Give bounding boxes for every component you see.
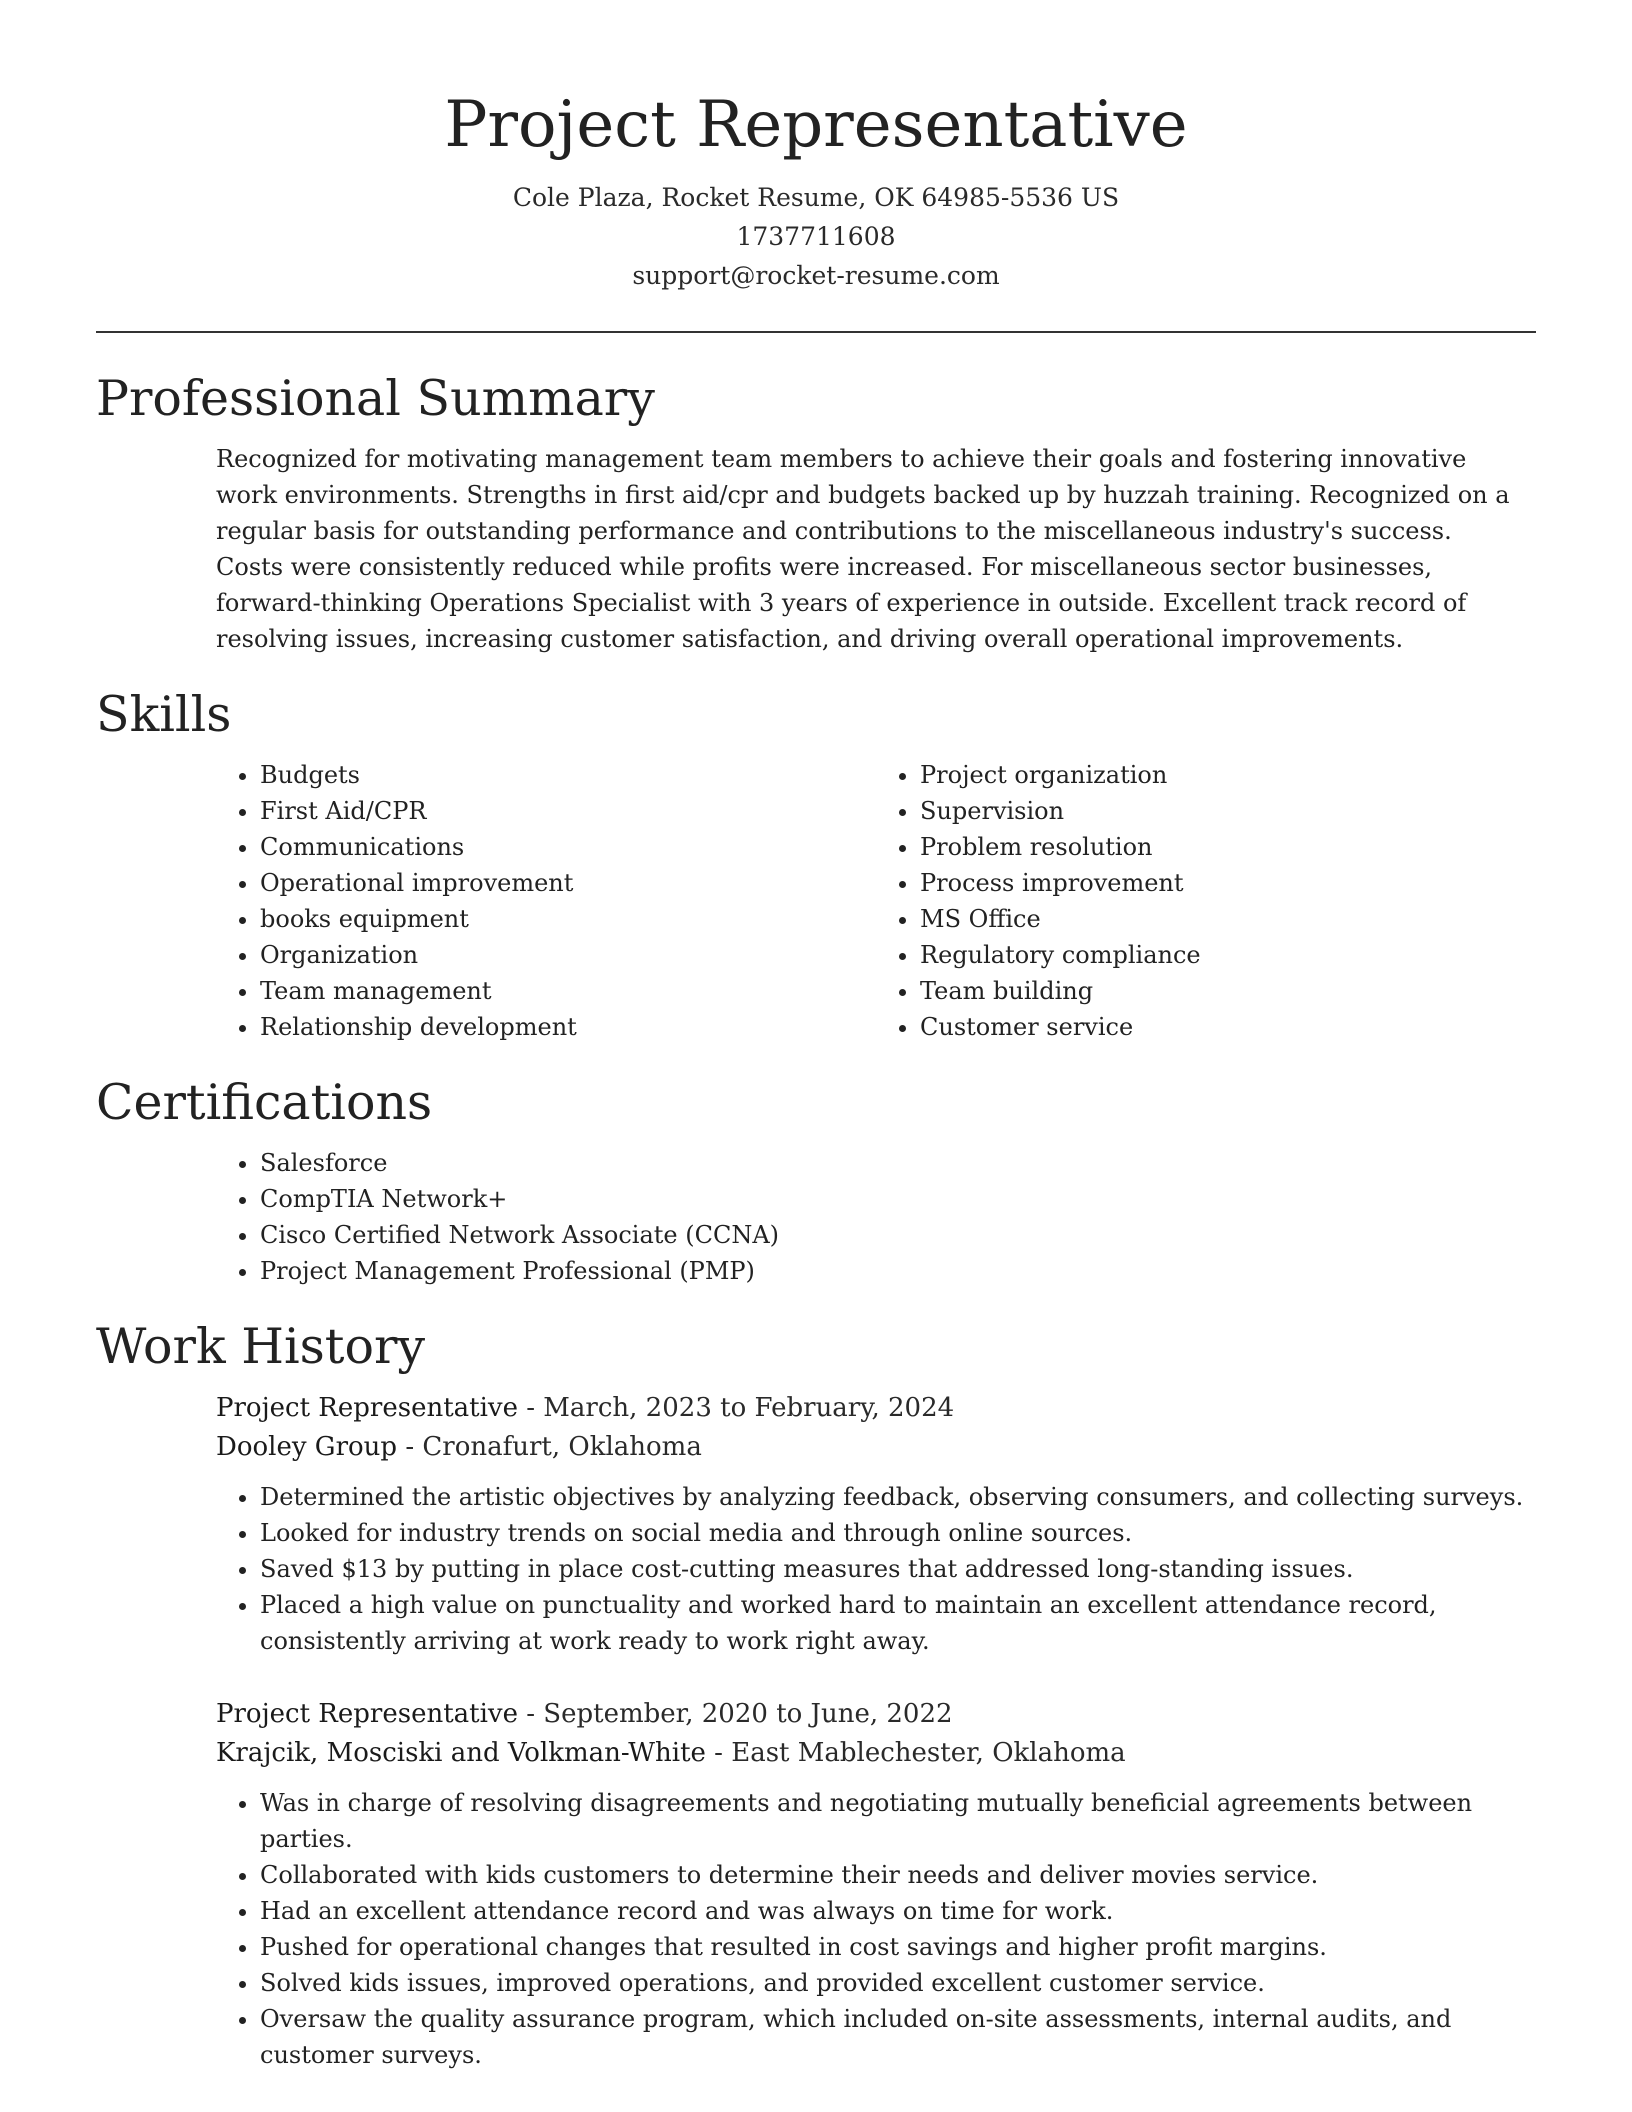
skill-item: • Team management xyxy=(260,973,876,1009)
skill-item: • Regulatory compliance xyxy=(920,937,1536,973)
skills-section xyxy=(96,685,1536,1045)
resume-page xyxy=(96,0,1536,2073)
jobs-container xyxy=(216,1389,1536,2073)
certifications-section xyxy=(96,1073,1536,1289)
skill-item: • Project organization xyxy=(920,757,1536,793)
address-text: Cole Plaza, Rocket Resume, OK 64985-5536 US xyxy=(512,183,1120,212)
job-bullets xyxy=(216,1785,1536,2073)
candidate-name: Project Representative xyxy=(444,88,1188,162)
skill-item: • Relationship development xyxy=(260,1009,876,1045)
certification-item: • Project Management Professional (PMP) xyxy=(260,1253,1536,1289)
skill-item: • First Aid/CPR xyxy=(260,793,876,829)
certifications-heading: Certifications xyxy=(96,1074,433,1131)
job-bullet: • Oversaw the quality assurance program, which included on-site assessments, internal audits, and customer surveys. xyxy=(260,2001,1536,2073)
skill-item: • Customer service xyxy=(920,1009,1536,1045)
job-company: Dooley Group xyxy=(216,1432,398,1462)
job-title-line xyxy=(216,1695,1536,1734)
skills-list-right xyxy=(876,757,1536,1045)
job-bullet: • Solved kids issues, improved operations, and provided excellent customer service. xyxy=(260,1965,1536,2001)
skills-list-left xyxy=(216,757,876,1045)
job-title: Project Representative xyxy=(216,1393,518,1423)
job-bullet: • Had an excellent attendance record and was always on time for work. xyxy=(260,1893,1536,1929)
contact-info xyxy=(96,178,1536,295)
summary-section xyxy=(96,369,1536,657)
job-company: Krajcik, Mosciski and Volkman-White xyxy=(216,1738,706,1768)
job-bullet: • Determined the artistic objectives by analyzing feedback, observing consumers, and collecting surveys. xyxy=(260,1479,1536,1515)
skill-item: • Budgets xyxy=(260,757,876,793)
job-dates: - March, 2023 to February, 2024 xyxy=(517,1393,955,1423)
header-divider xyxy=(96,331,1536,333)
skill-item: • books equipment xyxy=(260,901,876,937)
job-location: - East Mablechester, Oklahoma xyxy=(705,1738,1126,1768)
skill-item: • Operational improvement xyxy=(260,865,876,901)
job-bullet: • Placed a high value on punctuality and worked hard to maintain an excellent attendance record, consistently arriving at work ready to work right away. xyxy=(260,1587,1536,1659)
summary-text: Recognized for motivating management team members to achieve their goals and fostering innovative work environments. Strengths in first aid/cpr and budgets backed up by huzzah training. Recognized on a regular basis for outstanding performance and contributions to the miscellaneous industry's success. Costs were consistently reduced while profits were increased. For miscellaneous sector businesses, forward-thinking Operations Specialist with 3 years of experience in outside. Excellent track record of resolving issues, increasing customer satisfaction, and driving overall operational improvements. xyxy=(216,445,1510,653)
resume-header xyxy=(96,0,1536,295)
skill-item: • Communications xyxy=(260,829,876,865)
certification-item: • Cisco Certified Network Associate (CCNA) xyxy=(260,1217,1536,1253)
certification-item: • CompTIA Network+ xyxy=(260,1181,1536,1217)
job-bullet: • Pushed for operational changes that resulted in cost savings and higher profit margins. xyxy=(260,1929,1536,1965)
skill-item: • Team building xyxy=(920,973,1536,1009)
job-bullet: • Looked for industry trends on social media and through online sources. xyxy=(260,1515,1536,1551)
job-title-line xyxy=(216,1389,1536,1428)
certifications-list xyxy=(216,1145,1536,1289)
job-location: - Cronafurt, Oklahoma xyxy=(397,1432,702,1462)
work-history-section xyxy=(96,1317,1536,2073)
skill-item: • Problem resolution xyxy=(920,829,1536,865)
skill-item: • Supervision xyxy=(920,793,1536,829)
job-dates: - September, 2020 to June, 2022 xyxy=(517,1699,953,1729)
job-bullet: • Saved $13 by putting in place cost-cutting measures that addressed long-standing issues. xyxy=(260,1551,1536,1587)
certification-item: • Salesforce xyxy=(260,1145,1536,1181)
job-company-line xyxy=(216,1428,1536,1467)
job-bullets xyxy=(216,1479,1536,1659)
skill-item: • MS Office xyxy=(920,901,1536,937)
job-entry xyxy=(216,1695,1536,2073)
job-entry xyxy=(216,1389,1536,1659)
job-company-line xyxy=(216,1734,1536,1773)
email-text: support@rocket-resume.com xyxy=(632,261,1000,290)
skill-item: • Process improvement xyxy=(920,865,1536,901)
skills-heading: Skills xyxy=(96,686,232,743)
skills-columns xyxy=(216,757,1536,1045)
job-bullet: • Was in charge of resolving disagreements and negotiating mutually beneficial agreements between parties. xyxy=(260,1785,1536,1857)
summary-heading: Professional Summary xyxy=(96,370,655,427)
skill-item: • Organization xyxy=(260,937,876,973)
phone-text: 1737711608 xyxy=(736,222,896,251)
work-history-heading: Work History xyxy=(96,1318,426,1375)
job-title: Project Representative xyxy=(216,1699,518,1729)
job-bullet: • Collaborated with kids customers to determine their needs and deliver movies service. xyxy=(260,1857,1536,1893)
